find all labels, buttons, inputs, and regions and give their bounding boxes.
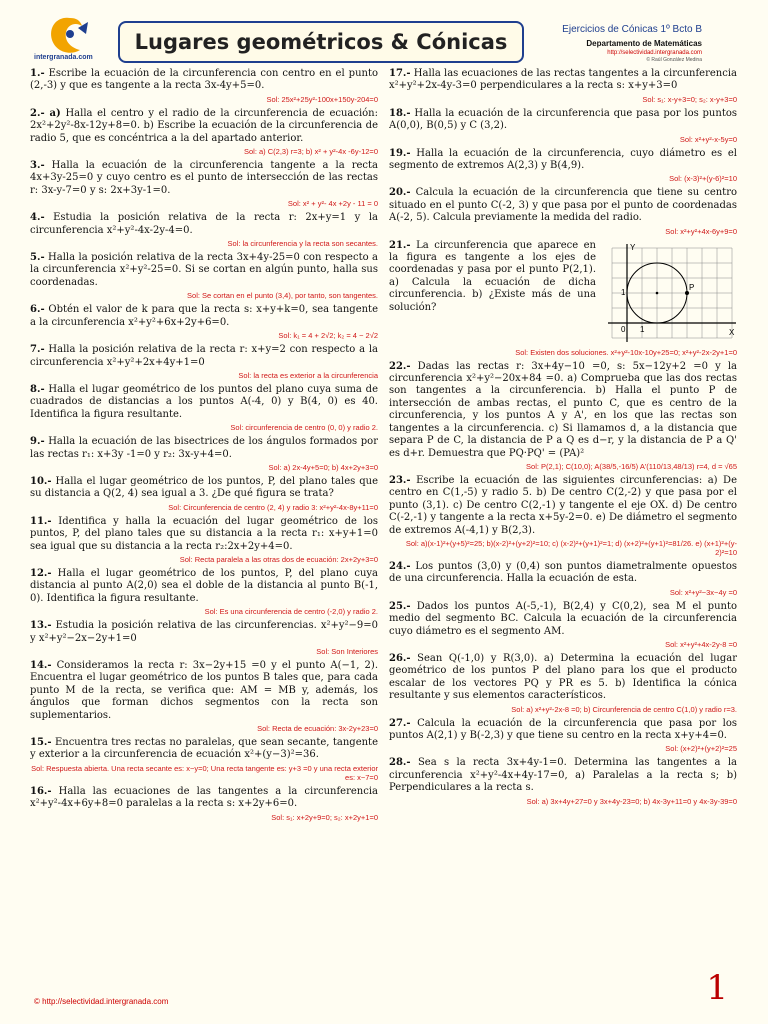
exercise bbox=[389, 653, 737, 703]
exercise bbox=[30, 212, 378, 237]
tick-label: 1 bbox=[640, 324, 645, 334]
exercise bbox=[30, 344, 378, 369]
solution: Sol: P(2,1); C(10,0); A(38/5,-16/5) A'(110/13,48/13) r=4, d = √65 bbox=[526, 461, 737, 471]
y-axis-label: Y bbox=[630, 242, 636, 252]
exercise-number: 12.- bbox=[30, 567, 52, 579]
exercise-text: Sean Q(-1,0) y R(3,0). a) Determina la ecuación del lugar geométrico de los puntos P del plano para los que el producto escalar de los vectores PQ y PR es 5. b) Identifica la cónica resultante y sus elementos característicos. bbox=[389, 652, 737, 702]
solution: Sol: Circunferencia de centro (2, 4) y radio 3: x²+y²-4x-8y+11=0 bbox=[168, 502, 378, 512]
exercise-number: 9.- bbox=[30, 436, 45, 448]
exercise bbox=[30, 68, 378, 93]
footer-url[interactable]: © http://selectividad.intergranada.com bbox=[34, 997, 169, 1006]
exercise-number: 18.- bbox=[389, 107, 411, 119]
origin-label: 0 bbox=[621, 324, 626, 334]
solution: Sol: x²+y²+4x-2y-8 =0 bbox=[665, 639, 737, 649]
exercise bbox=[389, 718, 737, 743]
right-column bbox=[389, 68, 737, 964]
exercise-text: Halla las ecuaciones de las tangentes a la circunferencia x²+y²-4x+6y+8=0 paralelas a la recta s: x+2y+6=0. bbox=[30, 785, 378, 810]
course-title: Ejercicios de Cónicas 1º Bcto B bbox=[562, 24, 702, 35]
intergranada-logo bbox=[30, 12, 110, 72]
exercise bbox=[30, 108, 378, 145]
exercise bbox=[30, 304, 378, 329]
exercise-number: 26.- bbox=[389, 652, 411, 664]
exercise-number: 16.- bbox=[30, 785, 52, 797]
solution: Sol: (x-3)²+(y-6)²=10 bbox=[669, 174, 737, 184]
exercise-number: 15.- bbox=[30, 737, 52, 749]
exercise-number: 10.- bbox=[30, 475, 52, 487]
solution: Sol: (x+2)²+(y+2)²=25 bbox=[665, 744, 737, 754]
exercise-number: 2.- a) bbox=[30, 107, 61, 119]
header-url[interactable]: http://selectividad.intergranada.com bbox=[607, 50, 702, 56]
exercise-number: 22.- bbox=[389, 360, 411, 372]
solution: Sol: s₁: x-y+3=0; s₂: x-y+3=0 bbox=[642, 94, 737, 104]
exercise-text: Calcula la ecuación de la circunferencia que pasa por los puntos A(2,1) y B(-2,3) y que tiene su centro en la recta x+y+4=0. bbox=[389, 717, 737, 741]
solution: Sol: a) C(2,3) r=3; b) x² + y²-4x -6y-12=0 bbox=[243, 147, 378, 157]
exercise-text: Halla las ecuaciones de las rectas tangentes a la circunferencia x²+y²+2x-4y-3=0 perpendiculares a la recta s: x+y+3=0 bbox=[389, 68, 737, 92]
exercise-text: Estudia la posición relativa de las circunferencias. x²+y²−9=0 y x²+y²−2x−2y+1=0 bbox=[30, 620, 378, 644]
exercise-number: 8.- bbox=[30, 383, 45, 395]
exercise-number: 20.- bbox=[389, 187, 411, 199]
exercise-text: Halla la ecuación de la circunferencia tangente a la recta 4x+3y-25=0 y cuyo centro es el punto de intersección de las rectas r: 3x-y-7=0 y s: 2x+3y-1=0. bbox=[30, 160, 378, 196]
exercise-text: Halla el lugar geométrico de los puntos del plano cuya suma de cuadrados de distancias a los puntos A(-4, 0) y B(4, 0) es 40. Identifica la figura resultante. bbox=[30, 383, 378, 420]
exercise-number: 4.- bbox=[30, 212, 45, 224]
exercise-number: 6.- bbox=[30, 304, 45, 316]
solution: Sol: x²+y²−3x−4y =0 bbox=[669, 587, 737, 597]
exercise bbox=[30, 384, 378, 421]
exercise-number: 7.- bbox=[30, 344, 45, 356]
exercise-number: 1.- bbox=[30, 68, 45, 79]
solution: Sol: 25x²+25y²-100x+150y-204=0 bbox=[266, 94, 378, 104]
exercise-text: Obtén el valor de k para que la recta s: x+y+k=0, sea tangente a la circunferencia x²+y²+6x+2y+6=0. bbox=[30, 304, 378, 328]
exercise-number: 5.- bbox=[30, 252, 45, 264]
author: © Raúl González Medina bbox=[646, 57, 702, 63]
circle-center bbox=[656, 291, 659, 294]
solution: Sol: a) 3x+4y+27=0 y 3x+4y-23=0; b) 4x-3y+11=0 y 4x-3y-39=0 bbox=[526, 796, 737, 806]
solution: Sol: circunferencia de centro (0, 0) y radio 2. bbox=[230, 423, 378, 433]
exercise bbox=[30, 160, 378, 197]
exercise bbox=[389, 475, 737, 537]
exercise-text: Halla el lugar geométrico de los puntos, P, del plano tales que su distancia a Q(2, 4) sea igual a 3. ¿De qué figura se trata? bbox=[30, 475, 378, 500]
exercise-text: Sea s la recta 3x+4y-1=0. Determina las tangentes a la circunferencia x²+y²-4x+4y-17=0, a) Paralelas a la recta s; b) Perpendiculares a la recta s. bbox=[389, 757, 737, 794]
exercise-text: Consideramos la recta r: 3x−2y+15 =0 y el punto A(−1, 2). Encuentra el lugar geométrico de los puntos B tales que, para cada punto M de la recta, se verifica que: AM = MB y, además, los ángulos que forman dichos segmentos con la recta son suplementarios. bbox=[30, 660, 378, 721]
exercise bbox=[30, 660, 378, 722]
exercise-text: Halla la ecuación de la circunferencia que pasa por los puntos A(0,0), B(0,5) y C (3,2). bbox=[389, 107, 737, 132]
exercise-number: 19.- bbox=[389, 147, 411, 159]
exercise-text: Dadas las rectas r: 3x+4y−10 =0, s: 5x−12y+2 =0 y la circunferencia x²+y²−20x+84 =0. a) Comprueba que las dos rectas son tangentes a la circunferencia. b) Halla el punto P de intersección de ambas rectas, el punto C, que es centro de la circunferencia, y los puntos A y A', en los que las rectas son tangentes a la circunferencia. c) Si llamamos d, a la distancia que separa P de C, la distancia de P a Q es d−r, y la distancia de P a Q' es d+r. Demuestra que PQ·PQ' = (PA)² bbox=[389, 360, 737, 459]
exercise bbox=[30, 252, 378, 289]
exercise-text: Halla la ecuación de la circunferencia, cuyo diámetro es el segmento de extremos A(2,3) y B(4,9). bbox=[389, 147, 737, 172]
exercise bbox=[30, 476, 378, 501]
exercise-text: Los puntos (3,0) y (0,4) son puntos diametralmente opuestos de una circunferencia. Halla la ecuación de esta. bbox=[389, 560, 737, 585]
exercise bbox=[389, 68, 737, 93]
solution: Sol: Son Interiores bbox=[316, 647, 378, 656]
solution: Sol: Existen dos soluciones. x²+y²-10x-10y+25=0; x²+y²-2x-2y+1=0 bbox=[515, 347, 737, 357]
x-axis-label: X bbox=[729, 327, 735, 337]
exercise-text: Escribe la ecuación de la circunferencia con centro en el punto (2,-3) y que es tangente a la recta 3x-4y+5=0. bbox=[30, 68, 378, 92]
exercise-number: 21.- bbox=[389, 239, 411, 251]
exercise-number: 3.- bbox=[30, 160, 45, 172]
exercise-number: 17.- bbox=[389, 68, 411, 79]
solution: Sol: a) x²+y²-2x-8 =0; b) Circunferencia de centro C(1,0) y radio r=3. bbox=[511, 704, 737, 714]
point-label: P bbox=[689, 282, 695, 292]
exercise bbox=[389, 601, 737, 638]
circle-figure bbox=[602, 242, 737, 348]
exercise bbox=[30, 786, 378, 811]
solution: Sol: x²+y²-x-5y=0 bbox=[679, 134, 737, 144]
exercise bbox=[389, 361, 737, 460]
exercise-text: Encuentra tres rectas no paralelas, que sean secante, tangente y exterior a la circunferencia de ecuación x²+(y−3)²=36. bbox=[30, 737, 378, 761]
exercise bbox=[30, 620, 378, 645]
exercise-number: 14.- bbox=[30, 660, 52, 671]
solution: Sol: Respuesta abierta. Una recta secante es: x−y=0; Una recta tangente es: y+3 =0 y una recta exterior es: x−7=0 bbox=[31, 763, 378, 782]
solution: Sol: s₁: x+2y+9=0; s₂: x+2y+1=0 bbox=[271, 812, 378, 822]
exercise-text: Halla el lugar geométrico de los puntos, P, del plano cuya distancia al punto A(2,0) sea el doble de la distancia al punto B(-1, 0). Identifica la figura resultante. bbox=[30, 567, 378, 604]
exercise-text: Calcula la ecuación de la circunferencia que tiene su centro situado en el punto C(-2, 3) y que pasa por el punto de coordenadas A(-2, 5). Calcula previamente la medida del radio. bbox=[389, 187, 737, 224]
exercise bbox=[389, 239, 737, 337]
logo-text: intergranada.com bbox=[34, 54, 93, 61]
header-info bbox=[562, 24, 702, 63]
exercise-text: La circunferencia que aparece en la figura es tangente a los ejes de coordenadas y pasa por el punto P(2,1). a) Calcula la ecuación de dicha circunferencia. b) ¿Existe más de una solución? bbox=[389, 239, 597, 313]
exercise bbox=[30, 516, 378, 553]
exercise-number: 25.- bbox=[389, 600, 411, 612]
solution: Sol: la recta es exterior a la circunferencia bbox=[238, 370, 378, 380]
solution: Sol: x² + y²- 4x +2y - 11 = 0 bbox=[287, 199, 378, 209]
exercise bbox=[389, 108, 737, 133]
solution: Sol: Es una circunferencia de centro (-2,0) y radio 2. bbox=[204, 607, 378, 617]
exercise-text: Halla la posición relativa de la recta 3x+4y-25=0 con respecto a la circunferencia x²+y²-25=0. Si se cortan en algún punto, halla sus coordenadas. bbox=[30, 252, 378, 288]
exercise-text: Estudia la posición relativa de la recta r: 2x+y=1 y la circunferencia x²+y²-4x-2y-4=0. bbox=[30, 212, 378, 236]
exercise-number: 24.- bbox=[389, 560, 411, 572]
exercise-text: Halla la posición relativa de la recta r: x+y=2 con respecto a la circunferencia x²+y²+2x+4y+1=0 bbox=[30, 344, 378, 368]
exercise-number: 27.- bbox=[389, 717, 411, 729]
solution: Sol: la circunferencia y la recta son secantes. bbox=[227, 239, 378, 249]
exercise bbox=[30, 737, 378, 762]
page-number: 1 bbox=[706, 968, 728, 1008]
exercise-number: 13.- bbox=[30, 620, 52, 632]
exercise-text: Identifica y halla la ecuación del lugar geométrico de los puntos, P, del plano tales que su distancia a la recta r₁: x+y+1=0 sea igual que su distancia a la recta r₂:2x+2y+4=0. bbox=[30, 515, 378, 552]
page-title: Lugares geométricos & Cónicas bbox=[118, 21, 524, 63]
solution: Sol: a) 2x-4y+5=0; b) 4x+2y+3=0 bbox=[268, 462, 378, 472]
exercise bbox=[389, 187, 737, 224]
solution: Sol: Se cortan en el punto (3,4), por tanto, son tangentes. bbox=[187, 291, 378, 301]
exercise bbox=[389, 148, 737, 173]
exercise-text: Dados los puntos A(-5,-1), B(2,4) y C(0,2), sea M el punto medio del segmento BC. Calcula la ecuación de la circunferencia cuyo diámetro es el segmento AM. bbox=[389, 600, 737, 637]
exercise bbox=[30, 568, 378, 605]
solution: Sol: Recta de ecuación: 3x-2y+23=0 bbox=[257, 724, 378, 734]
left-column bbox=[30, 68, 378, 964]
exercise-text: Halla el centro y el radio de la circunferencia de ecuación: 2x²+2y²-8x-12y+8=0. b) Escribe la ecuación de la circunferencia de radio 5, que es concéntrica a la del apartado anterior. bbox=[30, 107, 378, 144]
solution: Sol: a)(x-1)²+(y+5)²=25; b)(x-2)²+(y+2)²=10; c) (x-2)²+(y+1)²=1; d) (x+2)²+(y+1)²=81/26. e) (x+1)²+(y-2)²=10 bbox=[405, 538, 737, 557]
solution: Sol: k₁ = 4 + 2√2; k₂ = 4 − 2√2 bbox=[278, 331, 378, 341]
exercise-number: 28.- bbox=[389, 757, 411, 769]
exercise-number: 23.- bbox=[389, 474, 411, 486]
department: Departamento de Matemáticas bbox=[586, 39, 702, 48]
exercise-number: 11.- bbox=[30, 515, 52, 527]
exercise bbox=[30, 436, 378, 461]
exercise-text: Halla la ecuación de las bisectrices de los ángulos formados por las rectas r₁: x+3y -1=0 y r₂: 3x-y+4=0. bbox=[30, 436, 378, 460]
exercise-text: Escribe la ecuación de las siguientes circunferencias: a) De centro en C(1,-5) y radio 5. b) De centro C(2,-2) y que pasa por el punto (3,1). c) De centro C(2,-1) y tangente el eje OX. d) De centro C(-2,-1) y tangente a la recta x+5y-2=0. e) De diámetro el segmento de extremos A(-4,1) y B(2,3). bbox=[389, 474, 737, 536]
exercise bbox=[389, 561, 737, 586]
solution: Sol: x²+y²+4x-6y+9=0 bbox=[665, 226, 737, 236]
exercise bbox=[389, 757, 737, 794]
tick-label: 1 bbox=[621, 287, 626, 297]
solution: Sol: Recta paralela a las otras dos de ecuación: 2x+2y+3=0 bbox=[179, 554, 378, 564]
